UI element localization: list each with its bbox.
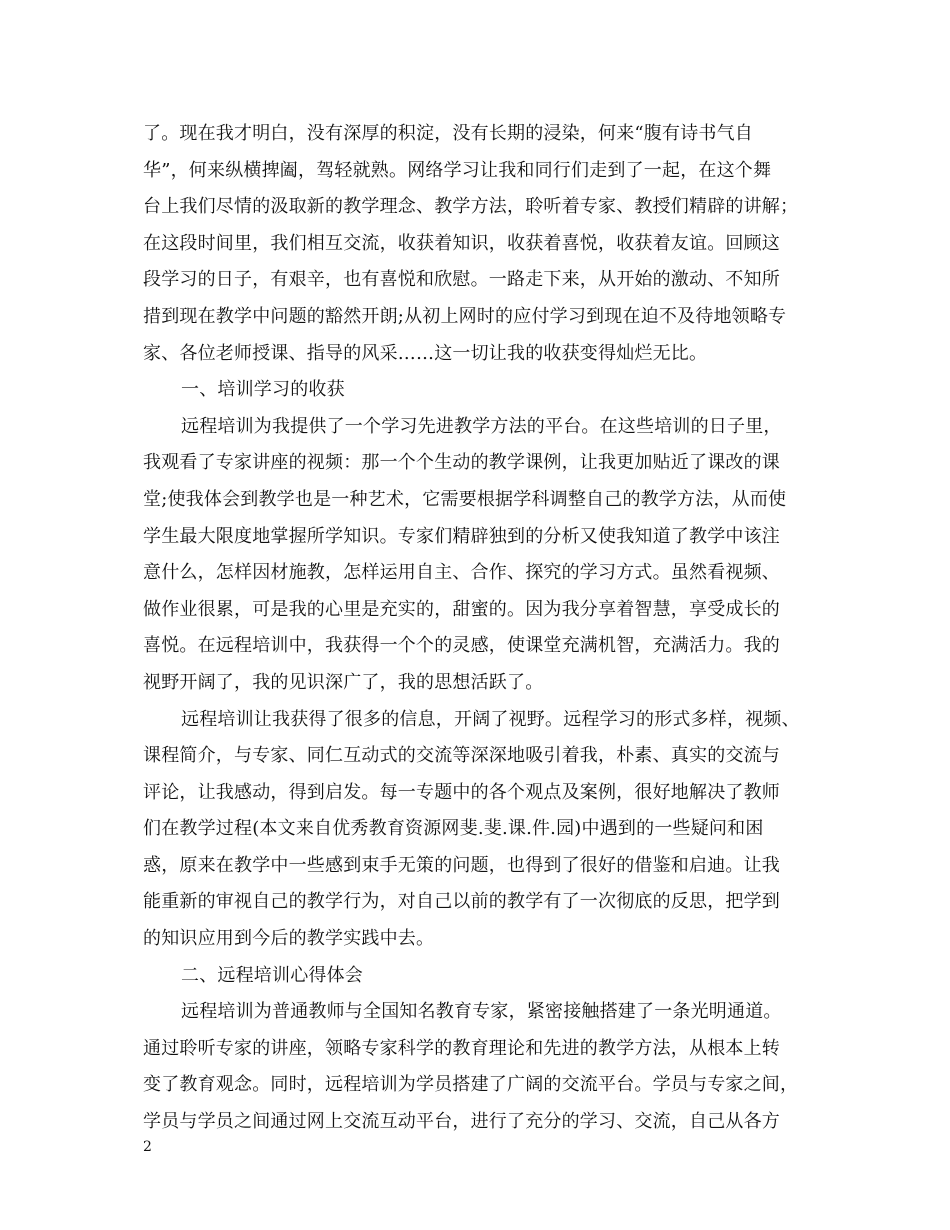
text-line: 喜悦。在远程培训中，我获得一个个的灵感，使课堂充满机智，充满活力。我的 bbox=[143, 635, 780, 657]
text-line: 意什么，怎样因材施教，怎样运用自主、合作、探究的学习方式。虽然看视频、 bbox=[143, 562, 780, 584]
text-line: 远程培训为我提供了一个学习先进教学方法的平台。在这些培训的日子里， bbox=[181, 415, 782, 437]
text-line: 课程简介，与专家、同仁互动式的交流等深深地吸引着我，朴素、真实的交流与 bbox=[143, 745, 780, 767]
text-line: 远程培训让我获得了很多的信息，开阔了视野。远程学习的形式多样，视频、 bbox=[181, 708, 800, 730]
section-heading: 二、远程培训心得体会 bbox=[181, 964, 363, 986]
text-line: 惑，原来在教学中一些感到束手无策的问题，也得到了很好的借鉴和启迪。让我 bbox=[143, 854, 780, 876]
text-line: 视野开阔了，我的见识深广了，我的思想活跃了。 bbox=[143, 671, 544, 693]
text-line: 学员与学员之间通过网上交流互动平台，进行了充分的学习、交流，自己从各方 bbox=[143, 1111, 780, 1133]
text-line: 做作业很累，可是我的心里是充实的，甜蜜的。因为我分享着智慧，享受成长的 bbox=[143, 598, 780, 620]
text-line: 家、各位老师授课、指导的风采……这一切让我的收获变得灿烂无比。 bbox=[143, 342, 708, 364]
text-line: 通过聆听专家的讲座，领略专家科学的教育理论和先进的教学方法，从根本上转 bbox=[143, 1037, 780, 1059]
text-line: 学生最大限度地掌握所学知识。专家们精辟独到的分析又使我知道了教学中该注 bbox=[143, 525, 780, 547]
text-line: 评论，让我感动，得到启发。每一专题中的各个观点及案例，很好地解决了教师 bbox=[143, 781, 780, 803]
text-line: 在这段时间里，我们相互交流，收获着知识，收获着喜悦，收获着友谊。回顾这 bbox=[143, 232, 780, 254]
text-line: 远程培训为普通教师与全国知名教育专家，紧密接触搭建了一条光明通道。 bbox=[181, 1001, 782, 1023]
text-line: 的知识应用到今后的教学实践中去。 bbox=[143, 928, 435, 950]
text-line: 措到现在教学中问题的豁然开朗;从初上网时的应付学习到现在迫不及待地领略专 bbox=[143, 305, 787, 327]
text-line: 段学习的日子，有艰辛，也有喜悦和欣慰。一路走下来，从开始的激动、不知所 bbox=[143, 269, 780, 291]
text-line: 台上我们尽情的汲取新的教学理念、教学方法，聆听着专家、教授们精辟的讲解； bbox=[143, 196, 799, 218]
section-heading: 一、培训学习的收获 bbox=[181, 379, 345, 401]
text-line: 我观看了专家讲座的视频：那一个个生动的教学课例，让我更加贴近了课改的课 bbox=[143, 452, 780, 474]
text-line: 们在教学过程(本文来自优秀教育资源网斐.斐.课.件.园)中遇到的一些疑问和困 bbox=[143, 818, 764, 840]
text-line: 变了教育观念。同时，远程培训为学员搭建了广阔的交流平台。学员与专家之间， bbox=[143, 1074, 799, 1096]
document-body bbox=[143, 116, 823, 1141]
page-number: 2 bbox=[143, 1139, 152, 1155]
text-line: 堂;使我体会到教学也是一种艺术，它需要根据学科调整自己的教学方法，从而使 bbox=[143, 488, 787, 510]
text-line: 了。现在我才明白，没有深厚的积淀，没有长期的浸染，何来“腹有诗书气自 bbox=[143, 123, 753, 144]
text-line: 华”，何来纵横捭阖，驾轻就熟。网络学习让我和同行们走到了一起，在这个舞 bbox=[143, 159, 772, 181]
text-line: 能重新的审视自己的教学行为，对自己以前的教学有了一次彻底的反思，把学到 bbox=[143, 891, 780, 913]
